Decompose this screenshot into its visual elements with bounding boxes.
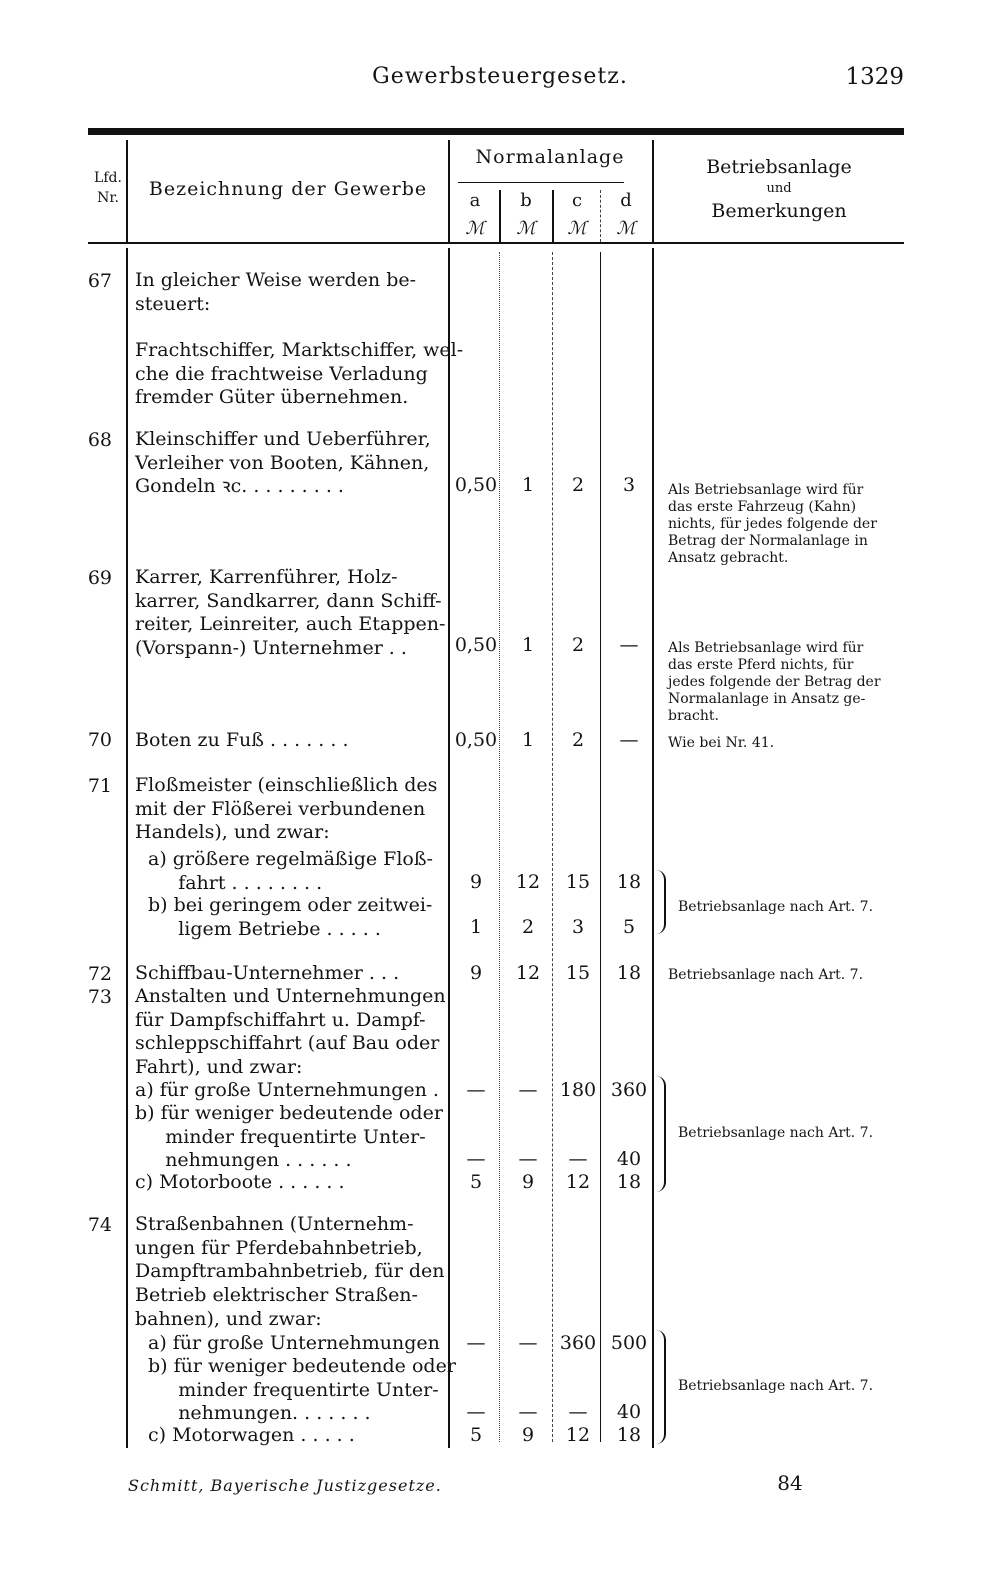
value-b: — bbox=[518, 1148, 538, 1170]
row-designation: Anstalten und Unternehmungen für Dampfschiffahrt u. Dampf- schleppschiffahrt (auf Bau oder Fahrt), und zwar: bbox=[135, 985, 446, 1079]
value-d: — bbox=[619, 634, 639, 656]
value-b: 1 bbox=[521, 634, 535, 656]
header-bottom-rule bbox=[88, 242, 904, 244]
value-a: 9 bbox=[469, 871, 483, 893]
brace bbox=[654, 1330, 666, 1444]
value-b: 12 bbox=[515, 962, 541, 984]
row-number: 71 bbox=[87, 775, 112, 797]
body-divider bbox=[499, 252, 501, 1442]
value-a: — bbox=[466, 1079, 486, 1101]
body-divider bbox=[600, 252, 601, 1442]
row-designation: b) für weniger bedeutende oder minder frequentirte Unter- nehmungen . . . . . . bbox=[135, 1102, 443, 1172]
header-divider bbox=[499, 190, 501, 242]
body-divider bbox=[652, 248, 654, 1448]
row-number: 69 bbox=[87, 567, 112, 589]
row-note: Als Betriebsanlage wird für das erste Fahrzeug (Kahn) nichts, für jedes folgende der Betrag der Normalanlage in Ansatz gebracht. bbox=[668, 482, 877, 566]
value-c: 12 bbox=[565, 1424, 591, 1446]
body-divider bbox=[448, 248, 450, 1448]
row-designation: b) bei geringem oder zeitwei- ligem Betriebe . . . . . bbox=[148, 894, 433, 940]
sub-col-a: a bbox=[469, 190, 481, 211]
body-divider bbox=[552, 252, 554, 1442]
footer-source: Schmitt, Bayerische Justizgesetze. bbox=[128, 1476, 442, 1495]
unit-label: ℳ bbox=[465, 218, 485, 239]
brace bbox=[654, 1076, 666, 1192]
col-business-line: Betriebsanlage bbox=[706, 156, 852, 178]
value-d: 500 bbox=[610, 1332, 648, 1354]
value-d: 40 bbox=[616, 1401, 642, 1423]
value-d: 40 bbox=[616, 1148, 642, 1170]
value-b: 9 bbox=[521, 1424, 535, 1446]
row-designation: b) für weniger bedeutende oder minder frequentirte Unter- nehmungen. . . . . . . bbox=[148, 1355, 456, 1425]
value-b: 9 bbox=[521, 1171, 535, 1193]
value-d: — bbox=[619, 729, 639, 751]
value-b: — bbox=[518, 1332, 538, 1354]
brace-note: Betriebsanlage nach Art. 7. bbox=[678, 899, 874, 915]
value-c: 2 bbox=[571, 729, 585, 751]
sub-col-b: b bbox=[520, 190, 532, 211]
col-nr-header bbox=[88, 168, 128, 208]
brace bbox=[654, 870, 666, 934]
value-c: 360 bbox=[559, 1332, 597, 1354]
value-a: 5 bbox=[469, 1171, 483, 1193]
normal-subheader-rule bbox=[458, 182, 624, 183]
row-note: Wie bei Nr. 41. bbox=[668, 735, 775, 751]
value-b: 12 bbox=[515, 871, 541, 893]
row-designation: Frachtschiffer, Marktschiffer, wel- che die frachtweise Verladung fremder Güter übernehmen. bbox=[135, 339, 464, 409]
row-designation: Schiffbau-Unternehmer . . . bbox=[135, 962, 400, 984]
value-a: 1 bbox=[469, 916, 483, 938]
value-b: 2 bbox=[521, 916, 535, 938]
row-number: 67 bbox=[87, 270, 112, 292]
value-d: 3 bbox=[622, 474, 636, 496]
value-a: 9 bbox=[469, 962, 483, 984]
col-business-line: Bemerkungen bbox=[711, 200, 847, 222]
value-d: 18 bbox=[616, 871, 642, 893]
value-a: 5 bbox=[469, 1424, 483, 1446]
col-nr-line: Lfd. bbox=[94, 170, 122, 186]
value-d: 18 bbox=[616, 1424, 642, 1446]
row-note: Betriebsanlage nach Art. 7. bbox=[668, 967, 864, 983]
row-designation: c) Motorboote . . . . . . bbox=[135, 1171, 345, 1193]
col-business-header bbox=[654, 154, 904, 224]
value-c: — bbox=[568, 1401, 588, 1423]
value-a: — bbox=[466, 1148, 486, 1170]
value-c: 180 bbox=[559, 1079, 597, 1101]
signature-number: 84 bbox=[777, 1471, 803, 1495]
value-c: 12 bbox=[565, 1171, 591, 1193]
value-c: 3 bbox=[571, 916, 585, 938]
col-normal-header: Normalanlage bbox=[475, 146, 625, 168]
row-designation: Floßmeister (einschließlich des mit der Flößerei verbundenen Handels), und zwar: bbox=[135, 774, 438, 844]
row-designation: c) Motorwagen . . . . . bbox=[148, 1424, 355, 1446]
row-designation: Karrer, Karrenführer, Holz- karrer, Sandkarrer, dann Schiff- reiter, Leinreiter, auch Etappen- (Vorspann-) Unternehmer . . bbox=[135, 566, 446, 660]
value-b: 1 bbox=[521, 474, 535, 496]
value-c: — bbox=[568, 1148, 588, 1170]
value-c: 2 bbox=[571, 474, 585, 496]
value-a: — bbox=[466, 1332, 486, 1354]
value-b: 1 bbox=[521, 729, 535, 751]
row-number: 70 bbox=[87, 729, 112, 751]
brace-note: Betriebsanlage nach Art. 7. bbox=[678, 1378, 874, 1394]
value-c: 15 bbox=[565, 871, 591, 893]
row-designation: a) größere regelmäßige Floß- fahrt . . . . . . . . bbox=[148, 848, 433, 894]
row-designation: Kleinschiffer und Ueberführer, Verleiher von Booten, Kähnen, Gondeln ꝛc. . . . . . . . . bbox=[135, 428, 431, 498]
row-designation: a) für große Unternehmungen . bbox=[135, 1079, 439, 1101]
unit-label: ℳ bbox=[616, 218, 636, 239]
row-number: 74 bbox=[87, 1214, 112, 1236]
row-designation: Straßenbahnen (Unternehm- ungen für Pferdebahnbetrieb, Dampftrambahnbetrieb, für den Betrieb elektrischer Straßen- bahnen), und zwar: bbox=[135, 1213, 445, 1330]
table-top-rule bbox=[88, 128, 904, 135]
row-designation: a) für große Unternehmungen bbox=[148, 1332, 440, 1354]
value-d: 5 bbox=[622, 916, 636, 938]
sub-col-c: c bbox=[571, 190, 583, 211]
row-designation: In gleicher Weise werden be- steuert: bbox=[135, 269, 417, 315]
brace-note: Betriebsanlage nach Art. 7. bbox=[678, 1125, 874, 1141]
value-d: 18 bbox=[616, 962, 642, 984]
row-note: Als Betriebsanlage wird für das erste Pferd nichts, für jedes folgende der Betrag der Normalanlage in Ansatz ge- bracht. bbox=[668, 640, 881, 724]
col-designation-header: Bezeichnung der Gewerbe bbox=[148, 178, 428, 200]
value-a: 0,50 bbox=[454, 474, 498, 496]
value-c: 2 bbox=[571, 634, 585, 656]
page-number: 1329 bbox=[845, 64, 904, 90]
row-number: 68 bbox=[87, 429, 112, 451]
value-d: 18 bbox=[616, 1171, 642, 1193]
value-a: 0,50 bbox=[454, 634, 498, 656]
running-header: Gewerbsteuergesetz. bbox=[372, 64, 628, 89]
value-b: — bbox=[518, 1079, 538, 1101]
row-number: 72 bbox=[87, 963, 112, 985]
unit-label: ℳ bbox=[567, 218, 587, 239]
col-business-line: und bbox=[766, 181, 792, 196]
unit-label: ℳ bbox=[516, 218, 536, 239]
row-number: 73 bbox=[87, 986, 112, 1008]
value-a: — bbox=[466, 1401, 486, 1423]
value-b: — bbox=[518, 1401, 538, 1423]
col-nr-line: Nr. bbox=[97, 190, 119, 206]
value-a: 0,50 bbox=[454, 729, 498, 751]
body-divider bbox=[126, 248, 128, 1448]
value-c: 15 bbox=[565, 962, 591, 984]
sub-col-d: d bbox=[620, 190, 632, 211]
value-d: 360 bbox=[610, 1079, 648, 1101]
row-designation: Boten zu Fuß . . . . . . . bbox=[135, 729, 349, 751]
